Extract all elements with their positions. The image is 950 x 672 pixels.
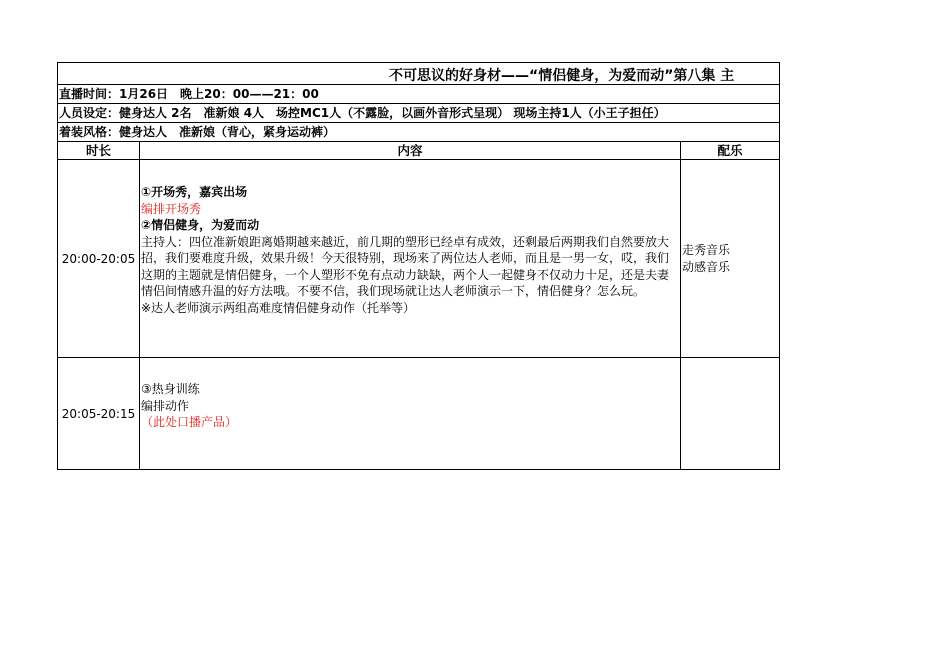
demo-note: ※达人老师演示两组高难度情侣健身动作（托举等） xyxy=(141,300,416,315)
sheet-title: 不可思议的好身材——“情侣健身，为爱而动”第八集 主 xyxy=(389,68,735,84)
sheet-title-row[interactable] xyxy=(57,62,780,85)
personnel-row[interactable]: 人员设定：健身达人 2名 准新娘 4人 场控MC1人（不露脸，以画外音形式呈现） 现场主持1人（小王子担任） xyxy=(57,104,780,123)
segment-note: 编排开场秀 xyxy=(141,201,202,216)
host-script: 主持人：四位准新娘距离婚期越来越近，前几期的塑形已经卓有成效，还剩最后两期我们自然要放大招，我们要难度升级，效果升级！今天很特别，现场来了两位达人老师，而且是一男一女，哎，我们这期的主题就是情侣健身，一个人塑形不免有点动力缺缺，两个人一起健身不仅动力十足，还是夫妻情侣间情感升温的好方法哦。不要不信，我们现场就让达人老师演示一下，情侣健身？怎么玩。 xyxy=(141,234,670,298)
music-cell[interactable] xyxy=(680,358,779,469)
header-duration[interactable]: 时长 xyxy=(85,143,111,158)
time-cell[interactable]: 20:00-20:05 xyxy=(61,251,136,266)
segment-warmup-title: ③热身训练 xyxy=(141,382,200,396)
content-cell[interactable] xyxy=(139,358,680,469)
music-item: 动感音乐 xyxy=(682,259,731,274)
music-cell[interactable] xyxy=(680,160,779,357)
segment-opening-title: ①开场秀，嘉宾出场 xyxy=(141,185,248,199)
table-header-row xyxy=(57,142,780,160)
rundown-sheet xyxy=(57,62,780,470)
music-item: 走秀音乐 xyxy=(682,243,731,257)
table-row xyxy=(57,160,780,358)
time-cell[interactable]: 20:05-20:15 xyxy=(61,406,136,421)
broadcast-time-row[interactable]: 直播时间：1月26日 晚上20：00——21：00 xyxy=(57,85,780,104)
content-cell[interactable] xyxy=(139,160,680,357)
attire-row[interactable]: 着装风格：健身达人 准新娘（背心，紧身运动裤） xyxy=(57,123,780,142)
table-row xyxy=(57,358,780,470)
header-content[interactable]: 内容 xyxy=(139,142,680,159)
product-plug-note: （此处口播产品） xyxy=(141,415,238,429)
segment-note: 编排动作 xyxy=(141,398,190,413)
header-music[interactable]: 配乐 xyxy=(680,142,779,159)
segment-couple-title: ②情侣健身，为爱而动 xyxy=(141,218,260,232)
